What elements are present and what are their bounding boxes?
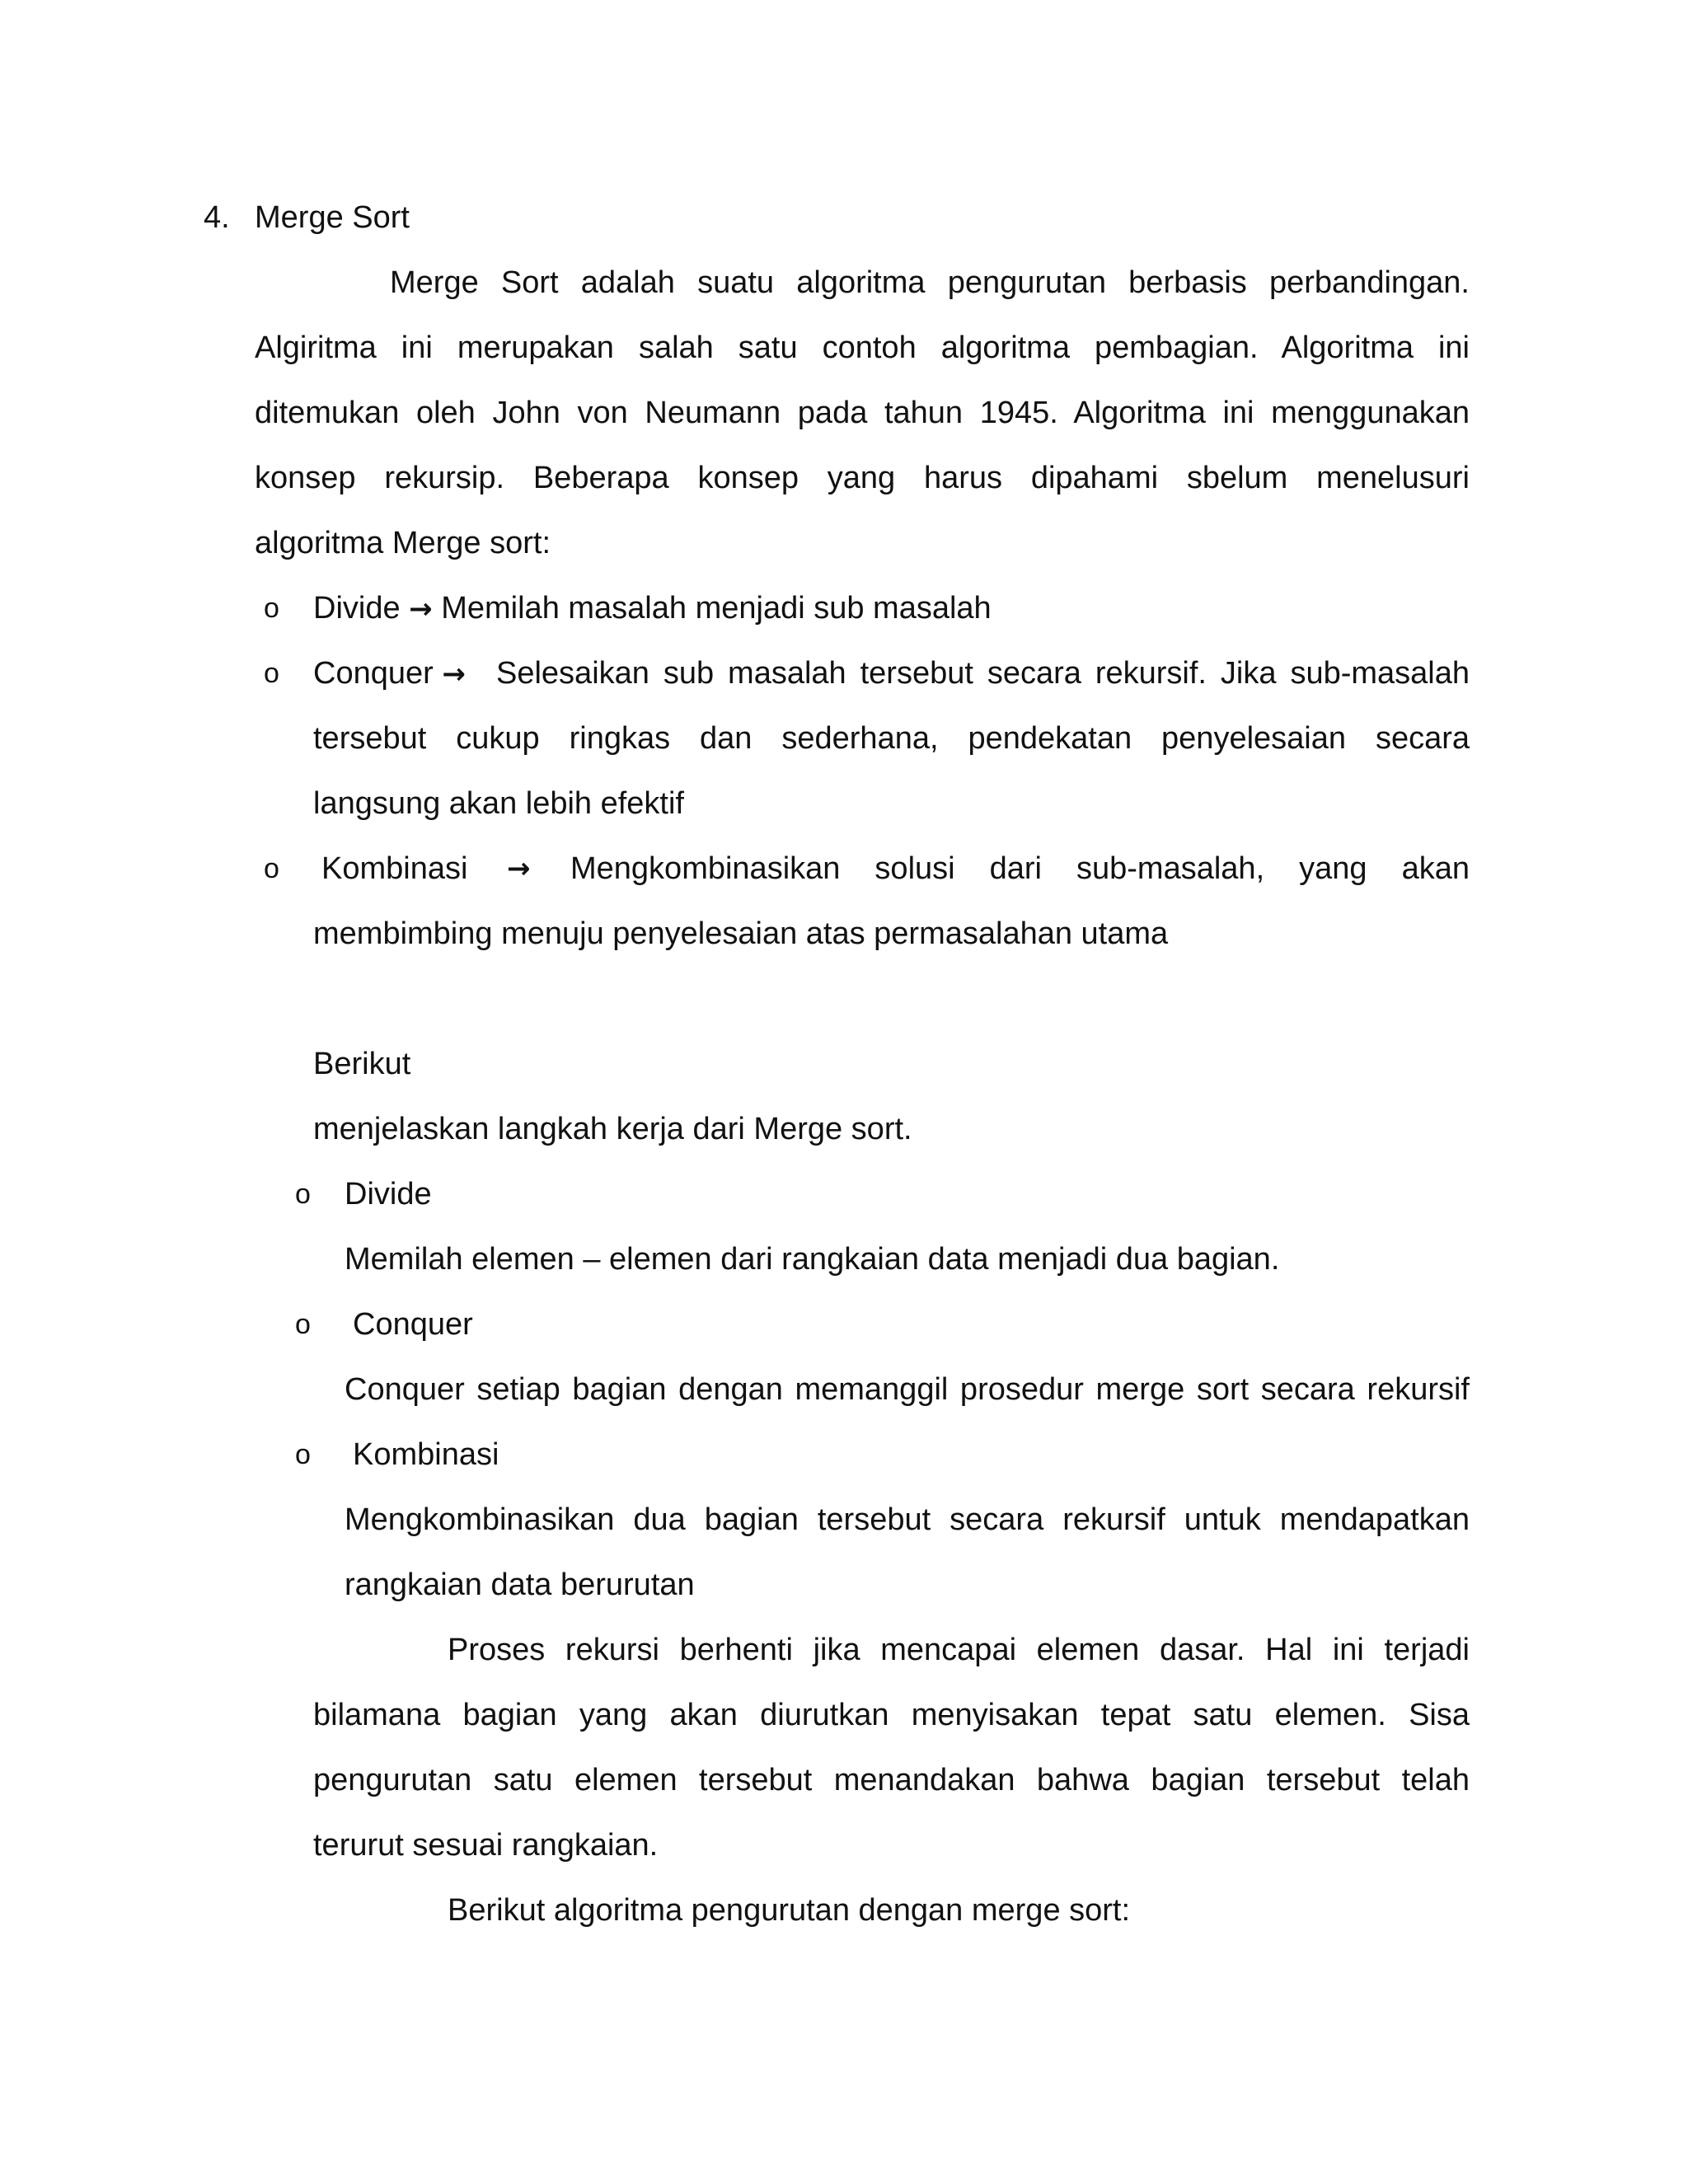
step-description: rangkaian data berurutan	[345, 1568, 695, 1602]
recursion-line: pengurutan satu elemen tersebut menandakan bahwa bagian tersebut telah	[313, 1763, 1470, 1797]
concept-item-divide	[313, 588, 992, 628]
steps-intro-line: Berikut	[313, 1047, 411, 1081]
recursion-line: bilamana bagian yang akan diurutkan menyisakan tepat satu elemen. Sisa	[313, 1698, 1470, 1732]
recursion-line: terurut sesuai rangkaian.	[313, 1828, 659, 1863]
concept-description: Mengkombinasikan solusi dari sub-masalah, yang akan	[570, 851, 1470, 886]
section-number: 4.	[204, 200, 230, 235]
intro-line: konsep rekursip. Beberapa konsep yang harus dipahami sbelum menelusuri	[255, 461, 1470, 495]
bullet-marker: o	[295, 1439, 311, 1470]
concept-description: langsung akan lebih efektif	[313, 786, 684, 821]
step-description: Memilah elemen – elemen dari rangkaian data menjadi dua bagian.	[345, 1242, 1280, 1277]
step-description: Mengkombinasikan dua bagian tersebut secara rekursif untuk mendapatkan	[345, 1502, 1470, 1537]
bullet-marker: o	[264, 658, 279, 689]
bullet-marker: o	[264, 853, 279, 884]
step-description: Conquer setiap bagian dengan memanggil prosedur merge sort secara rekursif	[345, 1372, 1470, 1407]
intro-line: ditemukan oleh John von Neumann pada tahun 1945. Algoritma ini menggunakan	[255, 396, 1470, 430]
concept-term: Kombinasi	[321, 851, 468, 886]
step-term-divide: Divide	[345, 1177, 432, 1212]
concept-item-conquer-head	[313, 654, 466, 693]
arrow-right-icon: →	[507, 852, 531, 885]
steps-intro-line: menjelaskan langkah kerja dari Merge sort.	[313, 1112, 912, 1146]
concept-term: Conquer	[313, 656, 434, 691]
intro-line: Algiritma ini merupakan salah satu contoh algoritma pembagian. Algoritma ini	[255, 330, 1470, 365]
section-title: Merge Sort	[255, 200, 410, 235]
concept-term: Divide	[313, 591, 401, 626]
concept-description: Memilah masalah menjadi sub masalah	[441, 591, 992, 626]
intro-line: algoritma Merge sort:	[255, 526, 551, 560]
concept-description: membimbing menuju penyelesaian atas permasalahan utama	[313, 916, 1169, 951]
bullet-marker: o	[295, 1179, 311, 1210]
arrow-right-icon: →	[442, 658, 466, 691]
intro-line: Merge Sort adalah suatu algoritma pengurutan berbasis perbandingan.	[390, 265, 1470, 300]
closing-line: Berikut algoritma pengurutan dengan merge sort:	[448, 1893, 1131, 1928]
step-term-conquer: Conquer	[353, 1307, 473, 1342]
recursion-line: Proses rekursi berhenti jika mencapai elemen dasar. Hal ini terjadi	[448, 1633, 1470, 1667]
concept-description: tersebut cukup ringkas dan sederhana, pendekatan penyelesaian secara	[313, 721, 1470, 756]
step-term-kombinasi: Kombinasi	[353, 1437, 499, 1472]
bullet-marker: o	[295, 1309, 311, 1340]
concept-description: Selesaikan sub masalah tersebut secara rekursif. Jika sub-masalah	[496, 656, 1470, 691]
arrow-right-icon: →	[409, 593, 433, 626]
bullet-marker: o	[264, 593, 279, 624]
